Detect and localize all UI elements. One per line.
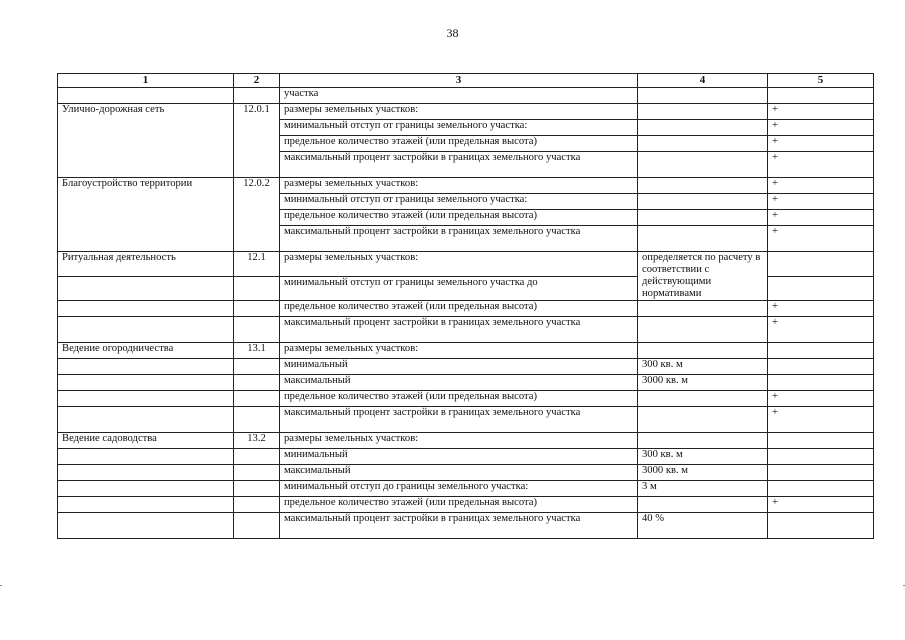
cell-col5 [768,359,874,375]
cell-col1: Ведение огородничества [58,343,234,359]
cell-col5: + [768,210,874,226]
table-row [58,301,874,317]
cell-col2 [234,210,280,226]
cell-col4 [638,210,768,226]
table-row [58,210,874,226]
cell-col4 [638,317,768,343]
table-row [58,407,874,433]
cell-col2: 12.1 [234,252,280,277]
cell-col4: 300 кв. м [638,449,768,465]
table-row [58,375,874,391]
cell-col1: Благоустройство территории [58,178,234,194]
cell-col2 [234,481,280,497]
cell-col2 [234,276,280,301]
cell-col5: + [768,226,874,252]
cell-col2 [234,359,280,375]
cell-col3: размеры земельных участков: [280,104,638,120]
cell-col3: предельное количество этажей (или предельная высота) [280,136,638,152]
cell-col3: предельное количество этажей (или предельная высота) [280,210,638,226]
cell-col2 [234,226,280,252]
cell-col4 [638,136,768,152]
table-row [58,391,874,407]
cell-col3: максимальный [280,375,638,391]
table-row [58,104,874,120]
cell-col1 [58,497,234,513]
cell-col2 [234,136,280,152]
cell-col5: + [768,120,874,136]
cell-col3: максимальный процент застройки в границах земельного участка [280,317,638,343]
cell-col1 [58,359,234,375]
cell-col1 [58,210,234,226]
cell-col2 [234,152,280,178]
cell-col3: минимальный [280,449,638,465]
cell-col5: + [768,407,874,433]
cell-col1 [58,276,234,301]
cell-col4 [638,391,768,407]
cell-col5 [768,449,874,465]
cell-col2 [234,301,280,317]
cell-col2 [234,497,280,513]
cell-col2 [234,407,280,433]
cell-col4 [638,152,768,178]
cell-col3: минимальный отступ от границы земельного участка до [280,276,638,301]
cell-col2 [234,120,280,136]
header-cell: 2 [234,74,280,88]
cell-col1: Улично-дорожная сеть [58,104,234,120]
cell-col2 [234,375,280,391]
cell-col5 [768,88,874,104]
cell-col4: 40 % [638,513,768,539]
cell-col4: определяется по расчету в соответствии с действующими нормативами [638,252,768,301]
table-row [58,343,874,359]
cell-col5 [768,343,874,359]
page-number: 38 [446,26,459,40]
cell-col4: 3000 кв. м [638,375,768,391]
cell-col5: + [768,497,874,513]
cell-col4 [638,497,768,513]
cell-col3: минимальный отступ от границы земельного участка: [280,194,638,210]
table-row [58,481,874,497]
header-cell: 3 [280,74,638,88]
table-row [58,152,874,178]
table-row [58,317,874,343]
table-row [58,88,874,104]
cell-col5 [768,433,874,449]
table-row [58,513,874,539]
cell-col1 [58,226,234,252]
table-row [58,178,874,194]
cell-col5 [768,276,874,301]
cell-col2 [234,317,280,343]
cell-col1 [58,391,234,407]
table-row [58,252,874,277]
cell-col4 [638,343,768,359]
cell-col1 [58,88,234,104]
header-row [58,74,874,88]
cell-col1 [58,301,234,317]
cell-col4 [638,88,768,104]
cell-col1: Ритуальная деятельность [58,252,234,277]
cell-col5: + [768,178,874,194]
table-row [58,120,874,136]
cell-col1 [58,194,234,210]
cell-col2 [234,88,280,104]
table-row [58,226,874,252]
cell-col4 [638,433,768,449]
cell-col3: максимальный процент застройки в границах земельного участка [280,152,638,178]
cell-col3: максимальный процент застройки в границах земельного участка [280,513,638,539]
cell-col5: + [768,301,874,317]
cell-col4 [638,194,768,210]
cell-col1 [58,375,234,391]
cell-col3: размеры земельных участков: [280,433,638,449]
cell-col3: максимальный [280,465,638,481]
cell-col1 [58,481,234,497]
cell-col4 [638,178,768,194]
cell-col3: размеры земельных участков: [280,343,638,359]
header-cell: 1 [58,74,234,88]
cell-col4: 3000 кв. м [638,465,768,481]
cell-col5: + [768,194,874,210]
table-row [58,359,874,375]
table-row [58,449,874,465]
cell-col4 [638,226,768,252]
header-cell: 4 [638,74,768,88]
cell-col2: 12.0.2 [234,178,280,194]
table-row [58,433,874,449]
cell-col5: + [768,152,874,178]
cell-col5: + [768,317,874,343]
cell-col5 [768,252,874,277]
cell-col5 [768,513,874,539]
cell-col3: минимальный [280,359,638,375]
cell-col4: 3 м [638,481,768,497]
cell-col5: + [768,104,874,120]
cell-col2 [234,391,280,407]
cell-col3: максимальный процент застройки в границах земельного участка [280,407,638,433]
table-row [58,136,874,152]
cell-col3: размеры земельных участков: [280,178,638,194]
cell-col4: 300 кв. м [638,359,768,375]
cell-col5 [768,465,874,481]
cell-col5 [768,481,874,497]
cell-col5: + [768,136,874,152]
table-row [58,194,874,210]
scan-edge-mark [0,585,2,586]
cell-col1: Ведение садоводства [58,433,234,449]
cell-col3: максимальный процент застройки в границах земельного участка [280,226,638,252]
table-row [58,465,874,481]
cell-col2: 13.2 [234,433,280,449]
cell-col1 [58,152,234,178]
header-cell: 5 [768,74,874,88]
cell-col3: минимальный отступ от границы земельного участка: [280,120,638,136]
cell-col4 [638,120,768,136]
cell-col2: 12.0.1 [234,104,280,120]
cell-col4 [638,407,768,433]
cell-col4 [638,104,768,120]
cell-col1 [58,449,234,465]
regulations-table [57,73,874,539]
cell-col1 [58,407,234,433]
cell-col3: предельное количество этажей (или предельная высота) [280,301,638,317]
cell-col1 [58,317,234,343]
table-row [58,497,874,513]
cell-col5 [768,375,874,391]
cell-col3: размеры земельных участков: [280,252,638,277]
cell-col2: 13.1 [234,343,280,359]
cell-col3: минимальный отступ до границы земельного участка: [280,481,638,497]
cell-col1 [58,513,234,539]
cell-col2 [234,513,280,539]
cell-col3: участка [280,88,638,104]
cell-col1 [58,120,234,136]
cell-col1 [58,465,234,481]
cell-col2 [234,194,280,210]
cell-col5: + [768,391,874,407]
cell-col2 [234,449,280,465]
cell-col2 [234,465,280,481]
cell-col1 [58,136,234,152]
cell-col3: предельное количество этажей (или предельная высота) [280,391,638,407]
cell-col4 [638,301,768,317]
cell-col3: предельное количество этажей (или предельная высота) [280,497,638,513]
